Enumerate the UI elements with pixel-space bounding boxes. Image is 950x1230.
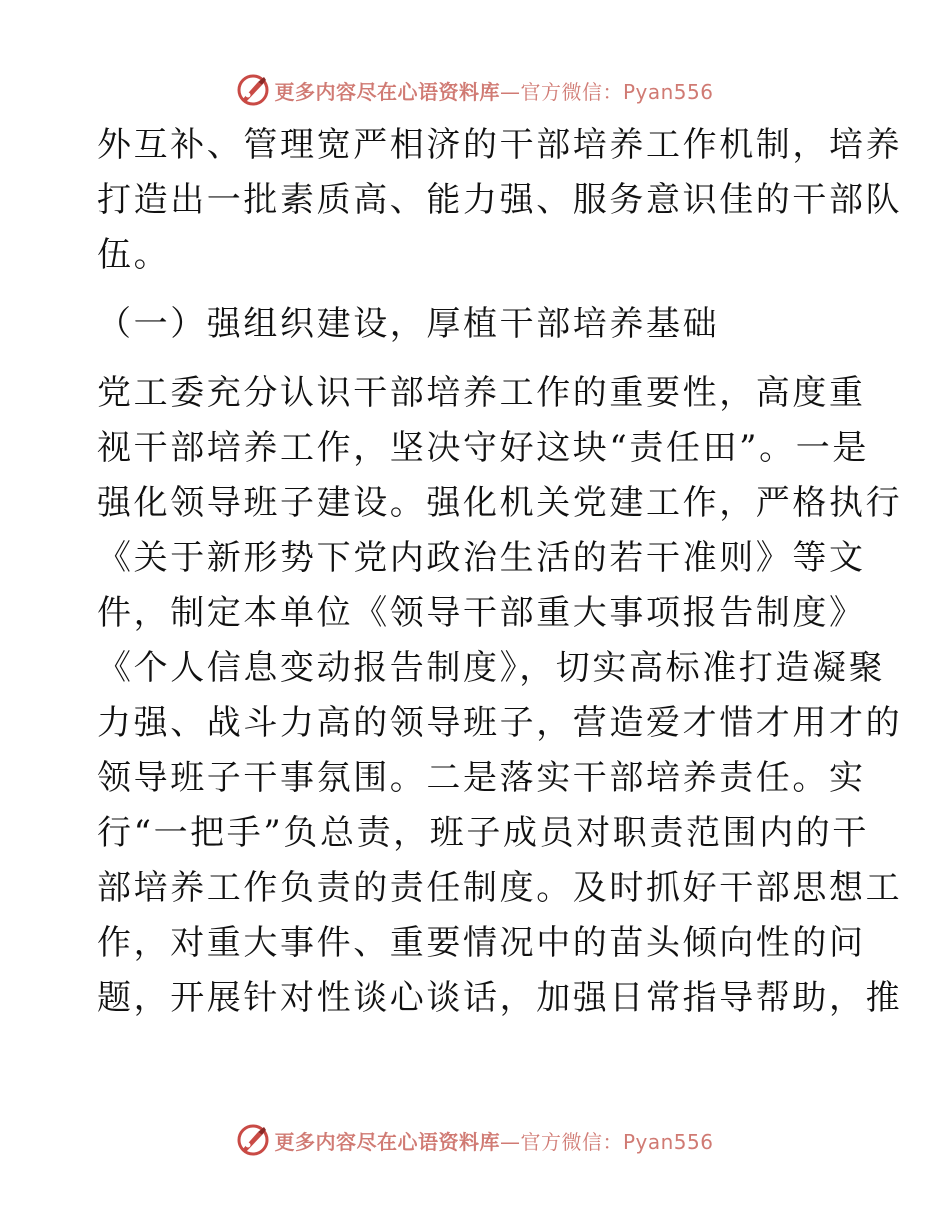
watermark-text: [274, 1126, 713, 1155]
paragraph-line: 《个人信息变动报告制度》，切实高标准打造凝聚: [97, 648, 886, 688]
watermark-site-text: 更多内容尽在心语资料库: [274, 79, 500, 104]
watermark-dash: —: [499, 1129, 521, 1154]
paragraph-line: 领导班子干事氛围。二是落实干部培养责任。实: [97, 758, 866, 798]
watermark-wechat-text: 官方微信：Pyan556: [520, 1129, 714, 1154]
paragraph-line: 件，制定本单位《领导干部重大事项报告制度》: [97, 593, 866, 633]
intro-line: 外互补、管理宽严相济的干部培养工作机制，培养: [97, 125, 903, 165]
paragraph-line: 力强、战斗力高的领导班子，营造爱才惜才用才的: [97, 703, 903, 743]
paragraph-line: 视干部培养工作，坚决守好这块“责任田”。一是: [97, 428, 869, 468]
paragraph-line: 作，对重大事件、重要情况中的苗头倾向性的问: [97, 923, 866, 963]
section-heading: （一）强组织建设，厚植干部培养基础: [97, 304, 720, 344]
paragraph-line: 题，开展针对性谈心谈话，加强日常指导帮助，推: [97, 978, 903, 1018]
paragraph-line: 《关于新形势下党内政治生活的若干准则》等文: [97, 538, 866, 578]
watermark-dash: —: [499, 79, 521, 104]
watermark-site-text: 更多内容尽在心语资料库: [274, 1129, 500, 1154]
pen-logo-icon: [236, 1123, 270, 1157]
pen-logo-icon: [236, 73, 270, 107]
paragraph-line: 党工委充分认识干部培养工作的重要性，高度重: [97, 373, 866, 413]
paragraph-line: 行“一把手”负总责，班子成员对职责范围内的干: [97, 813, 869, 853]
watermark-text: [274, 76, 713, 105]
footer-watermark: [0, 1120, 950, 1160]
intro-line: 伍。: [97, 235, 171, 275]
document-body: [97, 118, 903, 1026]
watermark-wechat-text: 官方微信：Pyan556: [520, 79, 714, 104]
header-watermark: [0, 70, 950, 110]
paragraph-line: 强化领导班子建设。强化机关党建工作，严格执行: [97, 483, 903, 523]
intro-line: 打造出一批素质高、能力强、服务意识佳的干部队: [97, 180, 903, 220]
paragraph-line: 部培养工作负责的责任制度。及时抓好干部思想工: [97, 868, 903, 908]
